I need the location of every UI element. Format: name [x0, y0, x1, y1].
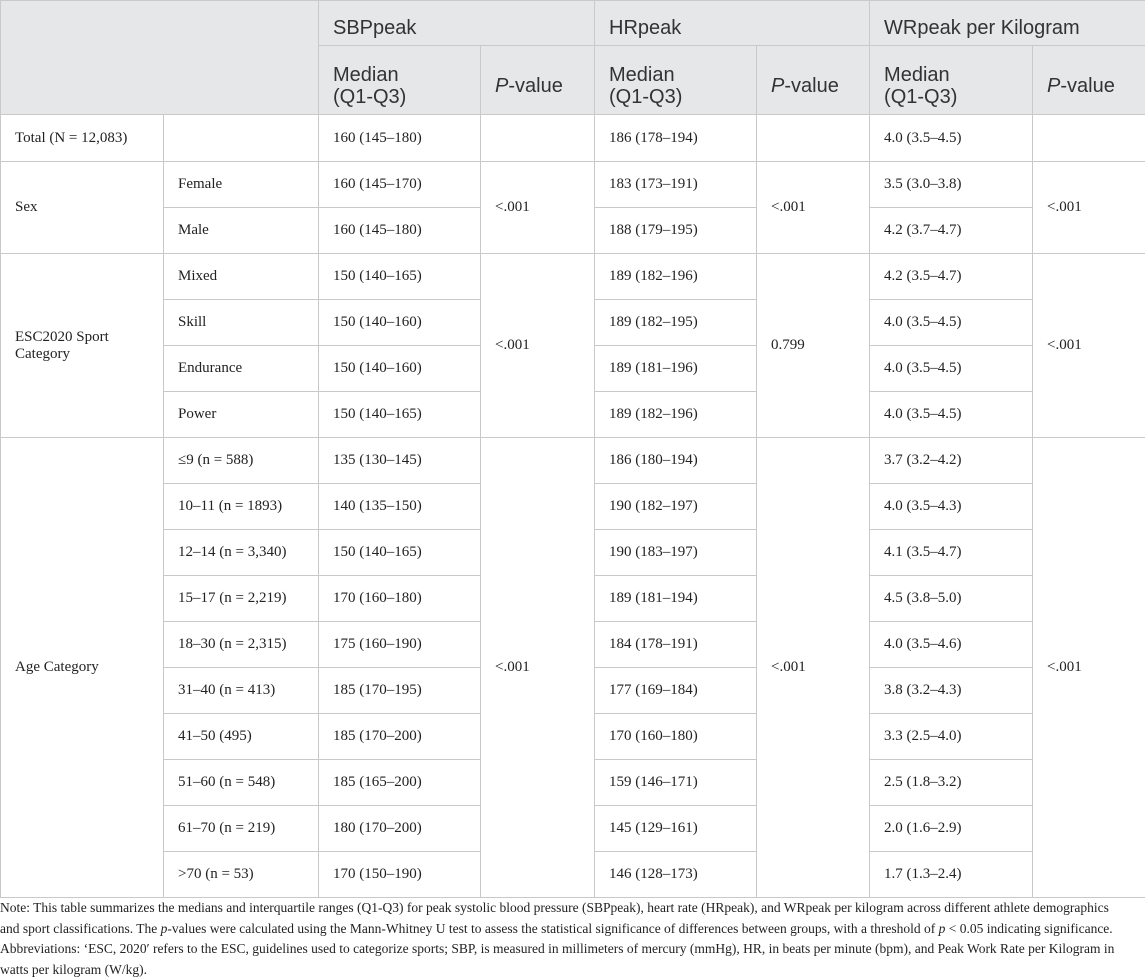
row-subcategory: Female: [164, 162, 319, 208]
table-row-total: [1, 115, 1145, 162]
row-subcategory: Skill: [164, 300, 319, 346]
wr-value: 3.7 (3.2–4.2): [870, 438, 1033, 484]
wr-value: 4.0 (3.5–4.5): [870, 346, 1033, 392]
row-subcategory: Power: [164, 392, 319, 438]
table-footnote: Note: This table summarizes the medians and interquartile ranges (Q1-Q3) for peak systolic blood pressure (SBPpeak), heart rate (HRpeak), and WRpeak per kilogram across different athlete demographics and sport classifications. The p-values were calculated using the Mann-Whitney U test to assess the statistical significance of differences between groups, with a threshold of p < 0.05 indicating significance. Abbreviations: ‘ESC, 2020′ refers to the ESC, guidelines used to categorize sports; SBP, is measured in millimeters of mercury (mmHg), HR, in beats per minute (bpm), and Peak Work Rate per Kilogram in watts per kilogram (W/kg).: [0, 900, 1115, 977]
wr-value: 4.0 (3.5–4.3): [870, 484, 1033, 530]
sex-hr-pvalue: <.001: [757, 162, 870, 254]
wr-value: 2.0 (1.6–2.9): [870, 806, 1033, 852]
row-subcategory: Endurance: [164, 346, 319, 392]
wr-value: 3.5 (3.0–3.8): [870, 162, 1033, 208]
total-hr-p-empty: [757, 115, 870, 162]
wr-value: 2.5 (1.8–3.2): [870, 760, 1033, 806]
row-subcategory: 12–14 (n = 3,340): [164, 530, 319, 576]
row-subcategory: >70 (n = 53): [164, 852, 319, 898]
hr-value: 189 (182–196): [595, 254, 757, 300]
hr-value: 189 (181–196): [595, 346, 757, 392]
hr-value: 145 (129–161): [595, 806, 757, 852]
total-sub-empty: [164, 115, 319, 162]
sbp-value: 160 (145–170): [319, 162, 481, 208]
sbp-value: 135 (130–145): [319, 438, 481, 484]
header-sbppeak: SBPpeak: [319, 1, 595, 46]
header-wr-pvalue: P-value: [1033, 46, 1145, 115]
header-wrpeak: WRpeak per Kilogram: [870, 1, 1145, 46]
wr-value: 4.5 (3.8–5.0): [870, 576, 1033, 622]
total-label: Total (N = 12,083): [1, 115, 164, 162]
sbp-value: 160 (145–180): [319, 208, 481, 254]
table-row: [1, 254, 1145, 300]
sport-wr-pvalue: <.001: [1033, 254, 1145, 438]
total-wr: 4.0 (3.5–4.5): [870, 115, 1033, 162]
row-subcategory: Male: [164, 208, 319, 254]
age-wr-pvalue: <.001: [1033, 438, 1145, 898]
sbp-value: 150 (140–160): [319, 346, 481, 392]
table-row: [1, 162, 1145, 208]
sport-hr-pvalue: 0.799: [757, 254, 870, 438]
row-subcategory: 51–60 (n = 548): [164, 760, 319, 806]
wr-value: 3.8 (3.2–4.3): [870, 668, 1033, 714]
hr-value: 186 (180–194): [595, 438, 757, 484]
table-row: [1, 438, 1145, 484]
wr-value: 4.2 (3.5–4.7): [870, 254, 1033, 300]
hr-value: 183 (173–191): [595, 162, 757, 208]
age-label: Age Category: [1, 438, 164, 898]
sbp-value: 150 (140–160): [319, 300, 481, 346]
sbp-value: 140 (135–150): [319, 484, 481, 530]
wr-value: 4.0 (3.5–4.6): [870, 622, 1033, 668]
wr-value: 1.7 (1.3–2.4): [870, 852, 1033, 898]
row-subcategory: 41–50 (495): [164, 714, 319, 760]
hr-value: 146 (128–173): [595, 852, 757, 898]
sbp-value: 150 (140–165): [319, 392, 481, 438]
sbp-value: 150 (140–165): [319, 254, 481, 300]
hr-value: 188 (179–195): [595, 208, 757, 254]
sbp-value: 170 (150–190): [319, 852, 481, 898]
table-header: [1, 1, 1145, 115]
sex-wr-pvalue: <.001: [1033, 162, 1145, 254]
row-subcategory: ≤9 (n = 588): [164, 438, 319, 484]
hr-value: 184 (178–191): [595, 622, 757, 668]
total-sbp-p-empty: [481, 115, 595, 162]
sex-label: Sex: [1, 162, 164, 254]
hr-value: 190 (183–197): [595, 530, 757, 576]
hr-value: 189 (181–194): [595, 576, 757, 622]
wr-value: 4.0 (3.5–4.5): [870, 300, 1033, 346]
hr-value: 189 (182–195): [595, 300, 757, 346]
age-sbp-pvalue: <.001: [481, 438, 595, 898]
row-subcategory: 61–70 (n = 219): [164, 806, 319, 852]
row-subcategory: 10–11 (n = 1893): [164, 484, 319, 530]
wr-value: 3.3 (2.5–4.0): [870, 714, 1033, 760]
header-sbp-pvalue: P-value: [481, 46, 595, 115]
sport-label: ESC2020 Sport Category: [1, 254, 164, 438]
hr-value: 159 (146–171): [595, 760, 757, 806]
sbp-value: 185 (170–195): [319, 668, 481, 714]
age-hr-pvalue: <.001: [757, 438, 870, 898]
hr-value: 190 (182–197): [595, 484, 757, 530]
sbp-value: 180 (170–200): [319, 806, 481, 852]
header-hr-median: Median (Q1-Q3): [595, 46, 757, 115]
hr-value: 177 (169–184): [595, 668, 757, 714]
header-sbp-median: Median (Q1-Q3): [319, 46, 481, 115]
sbp-value: 175 (160–190): [319, 622, 481, 668]
sex-sbp-pvalue: <.001: [481, 162, 595, 254]
hr-value: 170 (160–180): [595, 714, 757, 760]
header-hrpeak: HRpeak: [595, 1, 870, 46]
header-wr-median: Median (Q1-Q3): [870, 46, 1033, 115]
sbp-value: 170 (160–180): [319, 576, 481, 622]
sport-sbp-pvalue: <.001: [481, 254, 595, 438]
header-blank-cell: [1, 1, 319, 115]
total-hr: 186 (178–194): [595, 115, 757, 162]
row-subcategory: 31–40 (n = 413): [164, 668, 319, 714]
row-subcategory: Mixed: [164, 254, 319, 300]
sbp-value: 185 (170–200): [319, 714, 481, 760]
sbp-value: 185 (165–200): [319, 760, 481, 806]
header-hr-pvalue: P-value: [757, 46, 870, 115]
wr-value: 4.1 (3.5–4.7): [870, 530, 1033, 576]
total-sbp: 160 (145–180): [319, 115, 481, 162]
sbp-value: 150 (140–165): [319, 530, 481, 576]
total-wr-p-empty: [1033, 115, 1145, 162]
row-subcategory: 15–17 (n = 2,219): [164, 576, 319, 622]
wr-value: 4.2 (3.7–4.7): [870, 208, 1033, 254]
hr-value: 189 (182–196): [595, 392, 757, 438]
wr-value: 4.0 (3.5–4.5): [870, 392, 1033, 438]
row-subcategory: 18–30 (n = 2,315): [164, 622, 319, 668]
